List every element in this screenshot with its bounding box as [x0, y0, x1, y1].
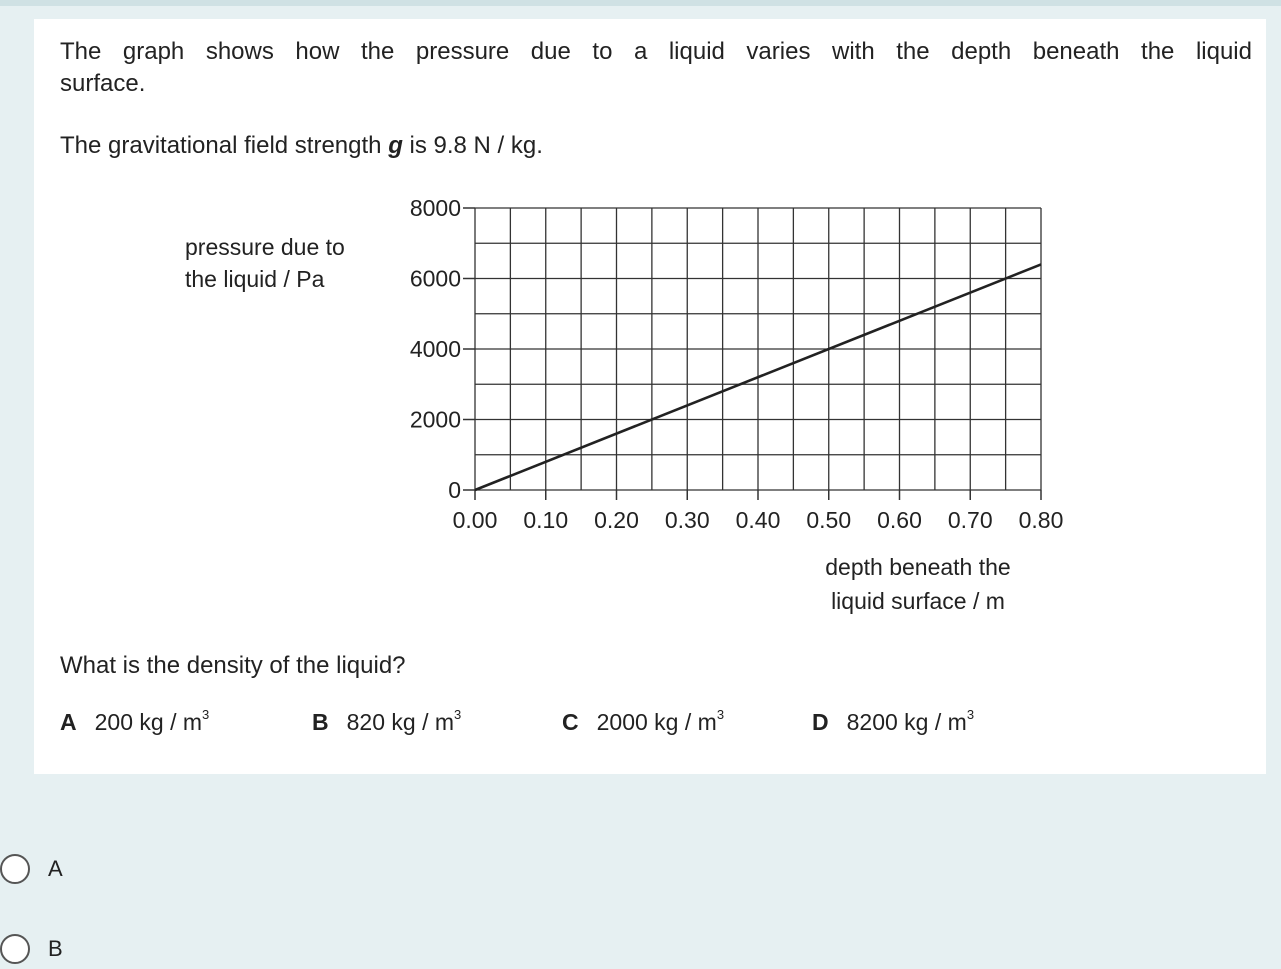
- x-tick-label: 0.40: [735, 507, 781, 533]
- pressure-depth-chart: [34, 19, 1266, 639]
- choice-letter: C: [562, 709, 579, 735]
- gravity-variable: g: [388, 132, 403, 159]
- x-tick-label: 0.60: [877, 507, 922, 533]
- top-strip: [0, 0, 1281, 6]
- choice-letter: A: [60, 709, 77, 735]
- y-tick-label: 0: [448, 477, 461, 503]
- chart-grid: [475, 208, 1041, 490]
- question-prompt: What is the density of the liquid?: [60, 652, 406, 679]
- gravity-prefix: The gravitational field strength: [60, 132, 389, 159]
- choice-value: 200 kg / m: [94, 709, 203, 735]
- choice-exponent: 3: [716, 707, 725, 723]
- x-axis-label-line-1: depth beneath the: [825, 554, 1011, 580]
- choice-c: [562, 709, 724, 736]
- gravity-suffix: is 9.8 N / kg.: [402, 132, 543, 159]
- choice-exponent: 3: [202, 707, 210, 723]
- answer-label-b: B: [48, 936, 63, 961]
- x-tick-label: 0.00: [452, 507, 498, 533]
- x-tick-label: 0.20: [594, 507, 639, 533]
- x-tick-label: 0.50: [806, 507, 852, 533]
- question-card: [34, 19, 1266, 774]
- answer-option-b[interactable]: [0, 929, 63, 969]
- choice-value: 820 kg / m: [346, 709, 455, 735]
- x-tick-label: 0.80: [1018, 507, 1064, 533]
- choice-value: 8200 kg / m: [846, 709, 967, 735]
- choice-letter: B: [312, 709, 329, 735]
- answer-label-a: A: [48, 856, 63, 881]
- choice-value: 2000 kg / m: [596, 709, 717, 735]
- question-line-2: surface.: [60, 70, 146, 97]
- choice-list: [60, 709, 1060, 745]
- choice-exponent: 3: [454, 707, 462, 723]
- radio-button-a[interactable]: [0, 854, 30, 884]
- x-tick-label: 0.70: [947, 507, 993, 533]
- x-tick-label: 0.10: [523, 507, 569, 533]
- question-line-1: The graph shows how the pressure due to a liquid varies with the depth beneath the liquid: [60, 38, 1252, 65]
- y-axis-label-line-2: the liquid / Pa: [185, 266, 325, 292]
- y-tick-label: 4000: [409, 336, 461, 362]
- choice-b: [312, 709, 461, 736]
- y-axis-label-line-1: pressure due to: [185, 234, 345, 260]
- x-axis-label-line-2: liquid surface / m: [831, 588, 1005, 614]
- choice-exponent: 3: [966, 707, 975, 723]
- choice-a: [60, 709, 209, 736]
- y-tick-label: 6000: [409, 265, 461, 292]
- choice-letter: D: [812, 709, 829, 735]
- y-tick-label: 2000: [409, 406, 461, 433]
- radio-button-b[interactable]: [0, 934, 30, 964]
- choice-d: [812, 709, 974, 736]
- x-tick-label: 0.30: [664, 507, 710, 533]
- chart-ticks: [410, 195, 1064, 533]
- y-tick-label: 8000: [409, 195, 461, 221]
- answer-option-a[interactable]: [0, 849, 63, 889]
